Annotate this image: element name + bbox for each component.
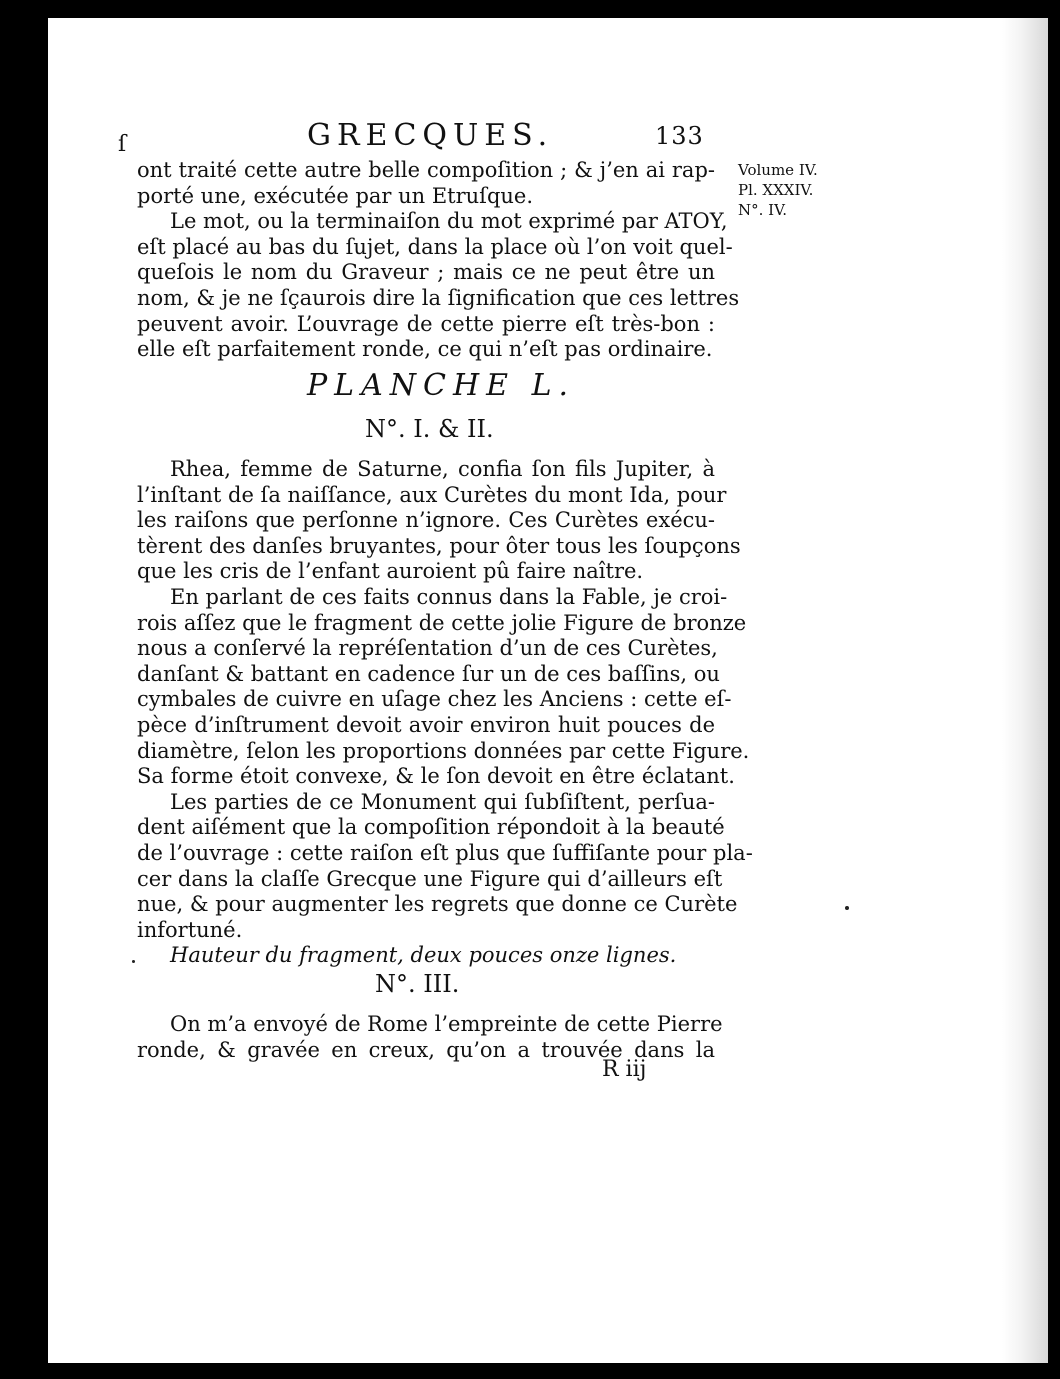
text-line: elle eſt parfaitement ronde, ce qui n’eſt pas ordinaire. [137, 337, 713, 362]
text-line: dent aiſément que la compoſition répondoit à la beauté [137, 815, 725, 840]
ink-speck [845, 906, 849, 910]
text-line: cer dans la claſſe Grecque une Figure qui d’ailleurs eſt [137, 866, 723, 891]
section-heading: N°. III. [375, 970, 460, 998]
dimension-note: Hauteur du fragment, deux pouces onze lignes. [170, 943, 677, 968]
text-line: On m’a envoyé de Rome l’empreinte de cette Pierre [170, 1012, 723, 1036]
text-block-middle [137, 457, 753, 969]
page-number: 133 [655, 122, 704, 150]
margin-note-line: N°. IV. [738, 201, 788, 219]
margin-note-line: Pl. XXXIV. [738, 181, 814, 199]
page-edge-shadow [1002, 18, 1048, 1363]
text-line: les raiſons que perſonne n’ignore. Ces Curètes exécu- [137, 508, 715, 533]
text-line: ont traité cette autre belle compoſition ; & j’en ai rap- [137, 158, 715, 182]
text-line: rois aſſez que le fragment de cette jolie Figure de bronze [137, 610, 747, 635]
signature-mark: R iij [602, 1057, 647, 1082]
text-line: pèce d’inſtrument devoit avoir environ huit pouces de [137, 712, 715, 737]
text-line: Sa forme étoit convexe, & le ſon devoit en être éclatant. [137, 764, 735, 789]
text-line: tèrent des danſes bruyantes, pour ôter tous les ſoupçons [137, 533, 741, 558]
section-heading: N°. I. & II. [365, 415, 494, 443]
running-title: GRECQUES. [307, 118, 554, 153]
margin-note-line: Volume IV. [738, 161, 818, 179]
text-block-top [137, 158, 740, 363]
text-line: nous a conſervé la repréſentation d’un de ces Curètes, [137, 636, 718, 661]
text-line: de l’ouvrage : cette raiſon eſt plus que ſuffiſante pour pla- [137, 840, 753, 865]
header-mark: ſ [118, 132, 127, 157]
text-line: peuvent avoir. L’ouvrage de cette pierre eſt très-bon : [137, 311, 715, 336]
text-line: nue, & pour augmenter les regrets que donne ce Curète [137, 892, 738, 917]
text-line: Rhea, femme de Saturne, confia ſon fils Jupiter, à [170, 457, 715, 481]
text-line: porté une, exécutée par un Etruſque. [137, 183, 534, 208]
text-line: cymbales de cuivre en uſage chez les Anciens : cette eſ- [137, 687, 732, 712]
text-line: queſois le nom du Graveur ; mais ce ne peut être un [137, 260, 715, 285]
text-line: ronde, & gravée en creux, qu’on a trouvée dans la [137, 1037, 715, 1062]
planche-title: PLANCHE L. [307, 368, 576, 403]
text-line: En parlant de ces faits connus dans la Fable, je croi- [170, 584, 728, 609]
text-line: infortuné. [137, 917, 243, 942]
text-line: que les cris de l’enfant auroient pû faire naître. [137, 559, 644, 584]
text-block-bottom [137, 1012, 723, 1063]
text-line: Le mot, ou la terminaiſon du mot exprimé par ATOY, [170, 209, 728, 234]
text-line: l’inſtant de ſa naiſſance, aux Curètes du mont Ida, pour [137, 482, 727, 507]
text-line: Les parties de ce Monument qui ſubſiſtent, perſua- [170, 789, 715, 814]
text-line: danſant & battant en cadence ſur un de ces baſſins, ou [137, 661, 720, 686]
text-line: eſt placé au bas du ſujet, dans la place où l’on voit quel- [137, 234, 733, 259]
text-line: diamètre, ſelon les proportions données par cette Figure. [137, 738, 750, 763]
margin-note [738, 160, 818, 220]
text-line: nom, & je ne ſçaurois dire la ſignification que ces lettres [137, 285, 740, 310]
ink-speck [132, 960, 135, 963]
